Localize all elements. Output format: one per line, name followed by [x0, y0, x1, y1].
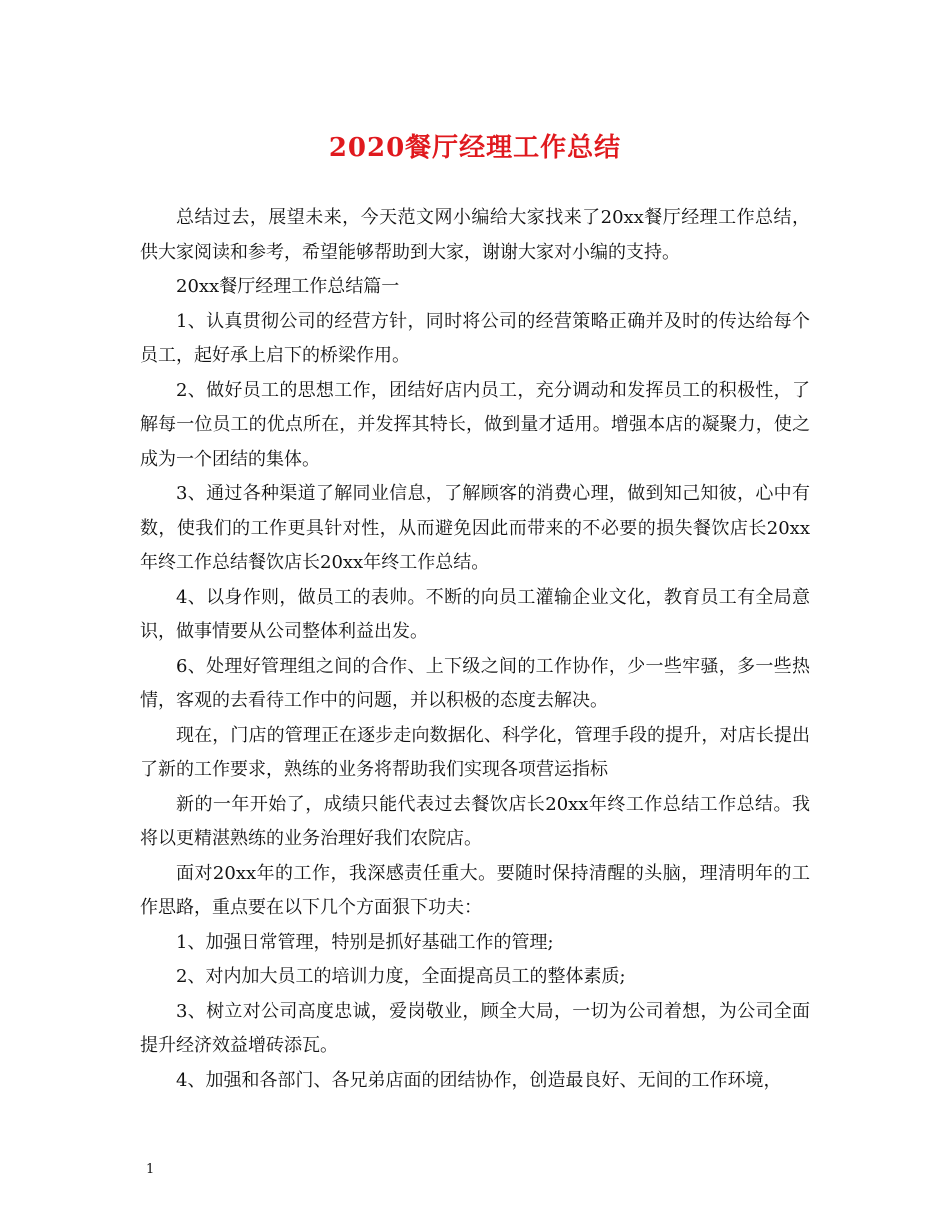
document-title: 2020餐厅经理工作总结	[328, 133, 622, 163]
paragraph: 4、加强和各部门、各兄弟店面的团结协作，创造最良好、无间的工作环境，	[176, 1069, 782, 1091]
paragraph: 新的一年开始了，成绩只能代表过去餐饮店长20xx年终工作总结工作总结。我将以更精湛熟练的业务治理好我们农院店。	[140, 793, 810, 849]
paragraph: 3、通过各种渠道了解同业信息，了解顾客的消费心理，做到知己知彼，心中有数，使我们的工作更具针对性，从而避免因此而带来的不必要的损失餐饮店长20xx年终工作总结餐饮店长20xx年终工作总结。	[140, 483, 810, 573]
paragraph: 4、以身作则，做员工的表帅。不断的向员工灌输企业文化，教育员工有全局意识，做事情要从公司整体利益出发。	[140, 586, 810, 642]
paragraph: 2、做好员工的思想工作，团结好店内员工，充分调动和发挥员工的积极性，了解每一位员工的优点所在，并发挥其特长，做到量才适用。增强本店的凝聚力，使之成为一个团结的集体。	[140, 379, 810, 470]
paragraph: 1、认真贯彻公司的经营方针，同时将公司的经营策略正确并及时的传达给每个员工，起好承上启下的桥梁作用。	[140, 310, 810, 366]
paragraph: 现在，门店的管理正在逐步走向数据化、科学化，管理手段的提升，对店长提出了新的工作要求，熟练的业务将帮助我们实现各项营运指标	[140, 724, 810, 780]
paragraph: 3、树立对公司高度忠诚，爱岗敬业，顾全大局，一切为公司着想，为公司全面提升经济效益增砖添瓦。	[140, 1000, 810, 1056]
document-body	[140, 201, 810, 1098]
paragraph: 面对20xx年的工作，我深感责任重大。要随时保持清醒的头脑，理清明年的工作思路，重点要在以下几个方面狠下功夫：	[140, 862, 810, 918]
paragraph: 1、加强日常管理，特别是抓好基础工作的管理;	[176, 931, 554, 953]
section-heading: 20xx餐厅经理工作总结篇一	[176, 276, 400, 297]
paragraph: 2、对内加大员工的培训力度，全面提高员工的整体素质;	[176, 966, 626, 987]
page-number: 1	[146, 1162, 155, 1177]
paragraph: 总结过去，展望未来，今天范文网小编给大家找来了20xx餐厅经理工作总结，供大家阅读和参考，希望能够帮助到大家，谢谢大家对小编的支持。	[140, 207, 810, 263]
paragraph: 6、处理好管理组之间的合作、上下级之间的工作协作，少一些牢骚，多一些热情，客观的去看待工作中的问题，并以积极的态度去解决。	[140, 655, 810, 711]
